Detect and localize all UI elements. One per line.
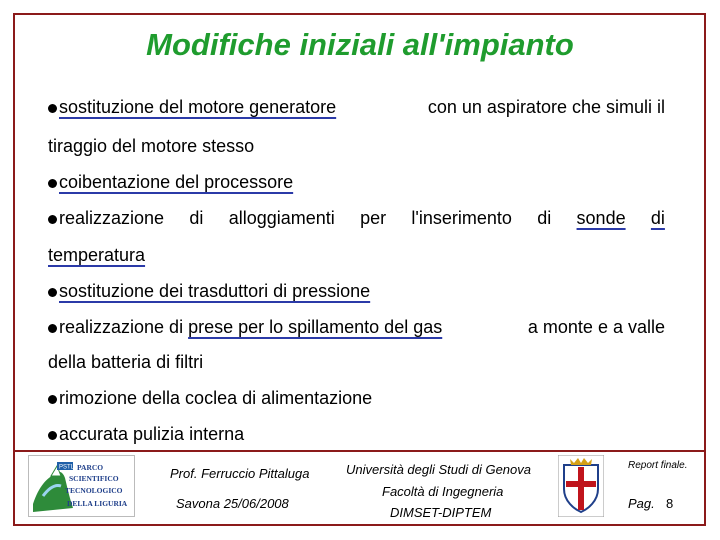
bullet-icon bbox=[48, 324, 57, 333]
svg-text:PSTL: PSTL bbox=[59, 464, 75, 471]
list-item-1 bbox=[48, 97, 665, 118]
university-shield-logo bbox=[558, 455, 604, 517]
list-item-5 bbox=[48, 317, 665, 338]
svg-text:TECNOLOGICO: TECNOLOGICO bbox=[65, 486, 123, 495]
bullet-icon bbox=[48, 215, 57, 224]
footer-dept: DIMSET-DIPTEM bbox=[390, 505, 492, 520]
parco-scientifico-logo bbox=[28, 455, 135, 517]
bullet-icon bbox=[48, 179, 57, 188]
word-underlined: sonde bbox=[576, 208, 626, 228]
footer-author: Prof. Ferruccio Pittaluga bbox=[170, 466, 310, 481]
word: realizzazione bbox=[59, 208, 165, 228]
list-item-5-rest: a monte e a valle bbox=[527, 317, 665, 337]
list-item-3-cont: temperatura bbox=[48, 245, 146, 265]
list-item-6-text: rimozione della coclea di alimentazione bbox=[59, 388, 373, 408]
list-item-5-underlined: prese per lo spillamento del gas bbox=[188, 317, 443, 337]
liguria-map-icon bbox=[29, 456, 134, 516]
bullet-icon bbox=[48, 104, 57, 113]
bullet-icon bbox=[48, 431, 57, 440]
list-item-1-underlined: sostituzione del motore generatore bbox=[59, 97, 337, 117]
list-item-2 bbox=[48, 172, 293, 193]
footer-place-date: Savona 25/06/2008 bbox=[176, 496, 289, 511]
shield-icon bbox=[558, 455, 604, 517]
footer-divider bbox=[15, 450, 705, 452]
svg-text:PARCO: PARCO bbox=[77, 463, 104, 472]
list-item-1-rest: con un aspiratore che simuli il bbox=[427, 97, 665, 117]
svg-text:SCIENTIFICO: SCIENTIFICO bbox=[69, 474, 119, 483]
footer-faculty: Facoltà di Ingegneria bbox=[382, 484, 504, 499]
list-item-7 bbox=[48, 424, 244, 445]
bullet-icon bbox=[48, 395, 57, 404]
footer-university: Università degli Studi di Genova bbox=[346, 462, 531, 477]
list-item-6 bbox=[48, 388, 372, 409]
list-item-7-text: accurata pulizia interna bbox=[59, 424, 245, 444]
word: per bbox=[360, 208, 387, 228]
list-item-5-pre: realizzazione di bbox=[59, 317, 189, 337]
bullet-icon bbox=[48, 288, 57, 297]
word: alloggiamenti bbox=[228, 208, 335, 228]
slide-title: Modifiche iniziali all'impianto bbox=[146, 27, 574, 62]
list-item-2-underlined: coibentazione del processore bbox=[59, 172, 294, 192]
list-item-1-cont: tiraggio del motore stesso bbox=[48, 136, 255, 156]
list-item-4-underlined: sostituzione dei trasduttori di pressione bbox=[59, 281, 371, 301]
word: l'inserimento bbox=[411, 208, 512, 228]
word: di bbox=[537, 208, 552, 228]
list-item-3 bbox=[48, 208, 665, 229]
footer-report: Report finale. bbox=[628, 460, 688, 471]
page-number: 8 bbox=[666, 496, 674, 511]
page-label: Pag. bbox=[628, 496, 655, 511]
list-item-4 bbox=[48, 281, 370, 302]
word: di bbox=[189, 208, 204, 228]
svg-text:DELLA LIGURIA: DELLA LIGURIA bbox=[67, 499, 128, 508]
word-underlined: di bbox=[650, 208, 665, 228]
list-item-5-cont: della batteria di filtri bbox=[48, 352, 204, 372]
